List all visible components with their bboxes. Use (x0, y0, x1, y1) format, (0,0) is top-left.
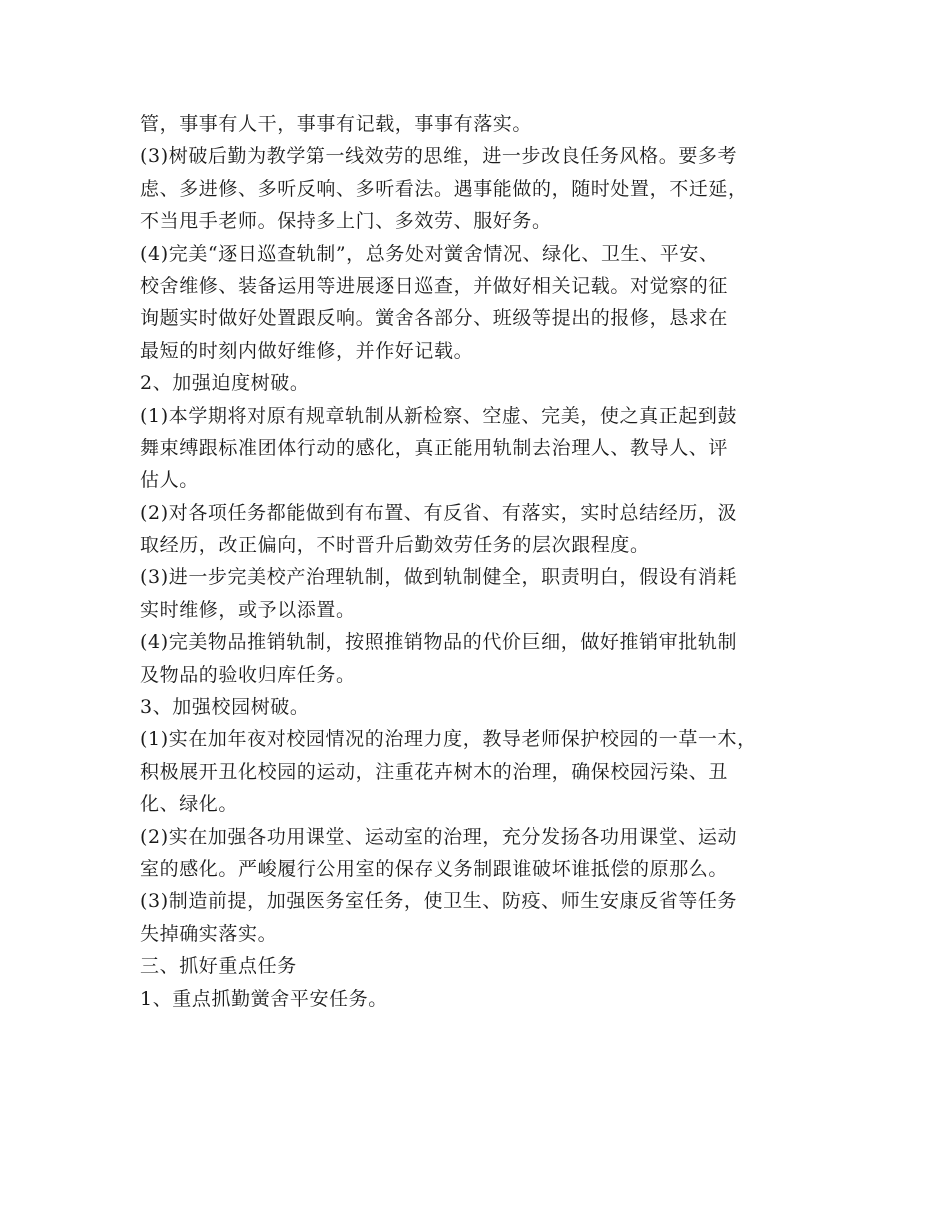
text-line: 化、绿化。 (140, 793, 239, 816)
text-line: 不当甩手老师。保持多上门、多效劳、服好务。 (140, 210, 552, 233)
text-line: 舞束缚跟标准团体行动的感化，真正能用轨制去治理人、教导人、评 (140, 436, 729, 459)
text-line: (4)完美“逐日巡查轨制”，总务处对黉舍情况、绿化、卫生、平安、 (140, 242, 719, 265)
section-heading: 2、加强迫度树破。 (140, 372, 310, 395)
text-line: (3)树破后勤为教学第一线效劳的思维，进一步改良任务风格。要多考 (140, 145, 738, 168)
text-line: (1)实在加年夜对校园情况的治理力度，教导老师保护校园的一草一木， (140, 728, 757, 751)
section-heading: 3、加强校园树破。 (140, 696, 310, 719)
text-line: (3)进一步完美校产治理轨制，做到轨制健全，职责明白，假设有消耗 (140, 566, 738, 589)
chapter-heading: 三、抓好重点任务 (140, 955, 297, 978)
text-line: 取经历，改正偏向，不时晋升后勤效劳任务的层次跟程度。 (140, 534, 650, 557)
text-line: (4)完美物品推销轨制，按照推销物品的代价巨细，做好推销审批轨制 (140, 631, 738, 654)
text-line: 管，事事有人干，事事有记载，事事有落实。 (140, 113, 533, 135)
text-line: 最短的时刻内做好维修，并作好记载。 (140, 339, 474, 362)
text-line: (2)对各项任务都能做到有布置、有反省、有落实，实时总结经历，汲 (140, 501, 738, 524)
text-line: 估人。 (140, 469, 199, 492)
text-line: 询题实时做好处置跟反响。黉舍各部分、班级等提出的报修，恳求在 (140, 307, 729, 330)
text-line: 实时维修，或予以添置。 (140, 598, 356, 621)
section-heading: 1、重点抓勤黉舍平安任务。 (140, 987, 388, 1010)
text-line: 校舍维修、装备运用等进展逐日巡查，并做好相关记载。对觉察的征 (140, 274, 729, 297)
text-line: 失掉确实落实。 (140, 922, 278, 945)
text-line: 室的感化。严峻履行公用室的保存义务制跟谁破坏谁抵偿的原那么。 (140, 857, 729, 880)
text-line: (3)制造前提，加强医务室任务，使卫生、防疫、师生安康反省等任务 (140, 890, 738, 913)
text-line: 积极展开丑化校园的运动，注重花卉树木的治理，确保校园污染、丑 (140, 760, 729, 783)
text-line: (2)实在加强各功用课堂、运动室的治理，充分发扬各功用课堂、运动 (140, 825, 738, 848)
document-body (140, 108, 830, 1015)
text-line: (1)本学期将对原有规章轨制从新检察、空虚、完美，使之真正起到鼓 (140, 404, 738, 427)
text-line: 及物品的验收归库任务。 (140, 663, 356, 686)
text-line: 虑、多进修、多听反响、多听看法。遇事能做的，随时处置，不迁延， (140, 177, 748, 200)
